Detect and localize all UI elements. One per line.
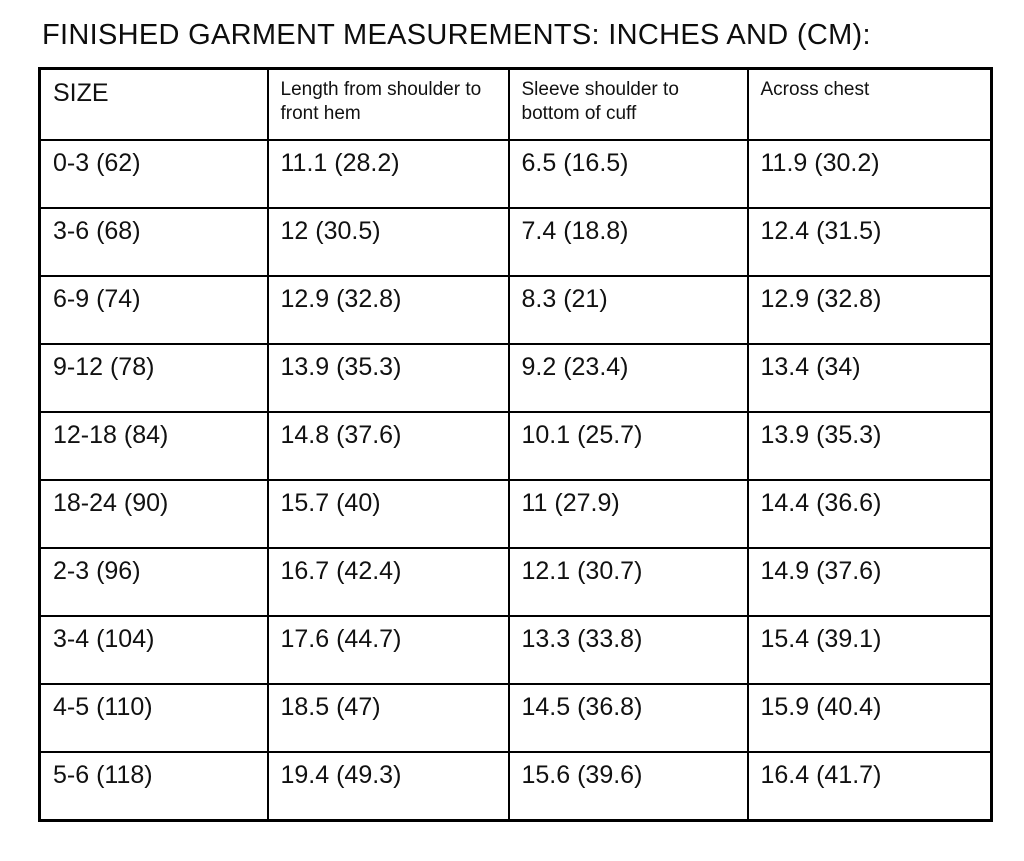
cell-sleeve: 10.1 (25.7)	[509, 412, 748, 480]
cell-sleeve: 11 (27.9)	[509, 480, 748, 548]
cell-length: 15.7 (40)	[268, 480, 509, 548]
cell-length: 13.9 (35.3)	[268, 344, 509, 412]
cell-chest: 12.4 (31.5)	[748, 208, 992, 276]
table-row	[40, 752, 992, 820]
table-row	[40, 140, 992, 208]
cell-chest: 14.4 (36.6)	[748, 480, 992, 548]
measurements-table	[38, 67, 993, 822]
cell-length: 14.8 (37.6)	[268, 412, 509, 480]
cell-size: 2-3 (96)	[40, 548, 268, 616]
table-row	[40, 412, 992, 480]
cell-size: 18-24 (90)	[40, 480, 268, 548]
table-row	[40, 684, 992, 752]
cell-size: 3-6 (68)	[40, 208, 268, 276]
cell-chest: 13.4 (34)	[748, 344, 992, 412]
table-header-row	[40, 68, 992, 140]
cell-sleeve: 15.6 (39.6)	[509, 752, 748, 820]
column-header-length-shoulder-to-front-hem: Length from shoulder to front hem	[268, 68, 509, 140]
table-row	[40, 548, 992, 616]
cell-length: 12.9 (32.8)	[268, 276, 509, 344]
cell-chest: 16.4 (41.7)	[748, 752, 992, 820]
table-row	[40, 344, 992, 412]
cell-size: 4-5 (110)	[40, 684, 268, 752]
cell-size: 5-6 (118)	[40, 752, 268, 820]
cell-length: 17.6 (44.7)	[268, 616, 509, 684]
cell-length: 16.7 (42.4)	[268, 548, 509, 616]
cell-chest: 12.9 (32.8)	[748, 276, 992, 344]
cell-length: 12 (30.5)	[268, 208, 509, 276]
cell-sleeve: 12.1 (30.7)	[509, 548, 748, 616]
cell-chest: 15.9 (40.4)	[748, 684, 992, 752]
cell-sleeve: 8.3 (21)	[509, 276, 748, 344]
table-row	[40, 616, 992, 684]
table-header	[40, 68, 992, 140]
cell-chest: 11.9 (30.2)	[748, 140, 992, 208]
cell-sleeve: 6.5 (16.5)	[509, 140, 748, 208]
cell-chest: 14.9 (37.6)	[748, 548, 992, 616]
cell-sleeve: 9.2 (23.4)	[509, 344, 748, 412]
table-body	[40, 140, 992, 820]
page-title: FINISHED GARMENT MEASUREMENTS: INCHES AND (CM):	[42, 19, 871, 51]
cell-length: 19.4 (49.3)	[268, 752, 509, 820]
cell-chest: 13.9 (35.3)	[748, 412, 992, 480]
column-header-across-chest: Across chest	[748, 68, 992, 140]
column-header-size: SIZE	[40, 68, 268, 140]
cell-length: 18.5 (47)	[268, 684, 509, 752]
table-row	[40, 480, 992, 548]
cell-size: 0-3 (62)	[40, 140, 268, 208]
column-header-sleeve-shoulder-to-cuff: Sleeve shoulder to bottom of cuff	[509, 68, 748, 140]
cell-sleeve: 7.4 (18.8)	[509, 208, 748, 276]
cell-size: 9-12 (78)	[40, 344, 268, 412]
table-row	[40, 276, 992, 344]
cell-size: 3-4 (104)	[40, 616, 268, 684]
cell-length: 11.1 (28.2)	[268, 140, 509, 208]
table-row	[40, 208, 992, 276]
cell-sleeve: 13.3 (33.8)	[509, 616, 748, 684]
cell-sleeve: 14.5 (36.8)	[509, 684, 748, 752]
cell-chest: 15.4 (39.1)	[748, 616, 992, 684]
cell-size: 12-18 (84)	[40, 412, 268, 480]
cell-size: 6-9 (74)	[40, 276, 268, 344]
